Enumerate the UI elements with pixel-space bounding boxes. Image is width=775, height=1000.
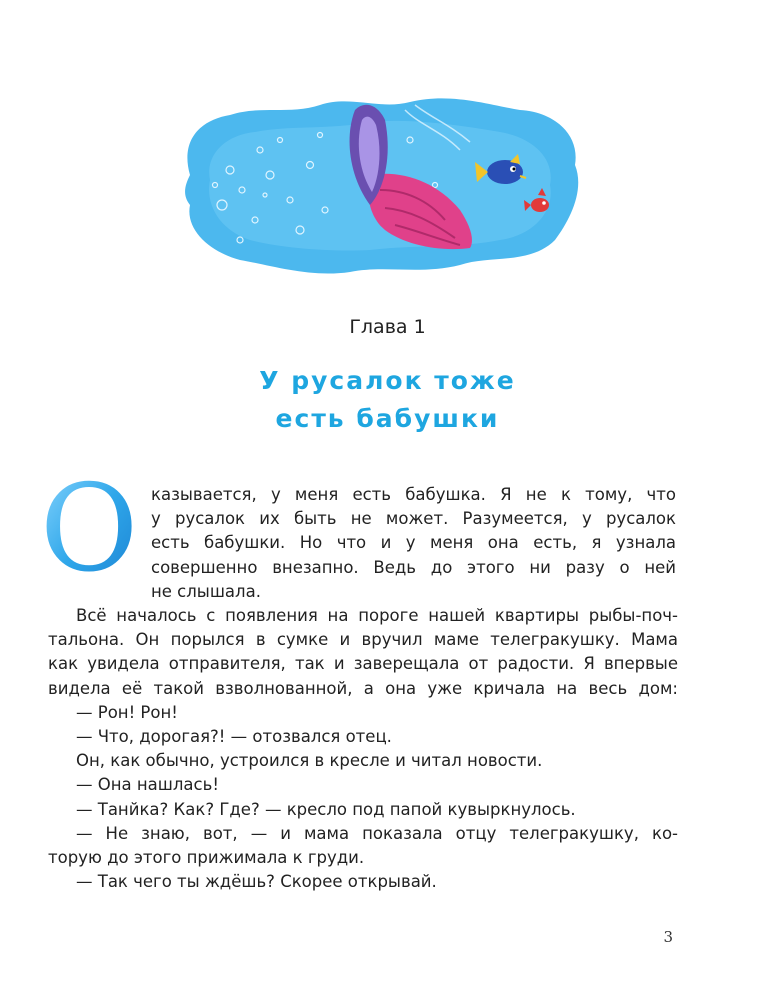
lead-paragraph: [151, 483, 676, 604]
text-line: Он, как обычно, устроился в кресле и читал новости.: [76, 751, 543, 771]
dialogue-line: — Рон! Рон!: [76, 702, 178, 722]
text-line: тальона. Он порылся в сумке и вручил маме телегракушку. Мама: [48, 630, 678, 650]
dialogue-line: — Танйка? Как? Где? — кресло под папой кувыркнулось.: [76, 799, 576, 819]
text-line: у русалок их быть не может. Разумеется, у русалок: [151, 509, 676, 529]
text-line: как увидела отправителя, так и заверещала от радости. Я впервые: [48, 654, 678, 674]
dialogue-line: — Она нашлась!: [76, 775, 219, 795]
page-number: 3: [663, 928, 673, 946]
dialogue-line: — Так чего ты ждёшь? Скорее открывай.: [76, 872, 437, 892]
underwater-illustration: [170, 80, 595, 280]
text-line: не слышала.: [151, 581, 261, 601]
text-line: есть бабушки. Но что и у меня она есть, я узнала: [151, 533, 676, 553]
drop-cap: [40, 478, 138, 578]
chapter-title-line: У русалок тоже: [259, 366, 516, 395]
dialogue-line: — Что, дорогая?! — отозвался отец.: [76, 727, 392, 747]
text-line: совершенно внезапно. Ведь до этого ни разу о ней: [151, 557, 676, 577]
text-line: торую до этого прижимала к груди.: [48, 848, 365, 868]
text-line: казывается, у меня есть бабушка. Я не к тому, что: [151, 485, 676, 504]
drop-cap-letter: О: [40, 478, 138, 578]
text-line: Всё началось с появления на пороге нашей квартиры рыбы-поч-: [76, 606, 678, 625]
body-text: [48, 604, 678, 894]
text-line: видела её такой взволнованной, а она уже кричала на весь дом:: [48, 678, 678, 698]
dialogue-line: — Не знаю, вот, — и мама показала отцу телегракушку, ко-: [76, 823, 678, 843]
chapter-title-line: есть бабушки: [275, 404, 500, 433]
chapter-title: [0, 362, 775, 438]
chapter-label: Глава 1: [349, 316, 426, 338]
